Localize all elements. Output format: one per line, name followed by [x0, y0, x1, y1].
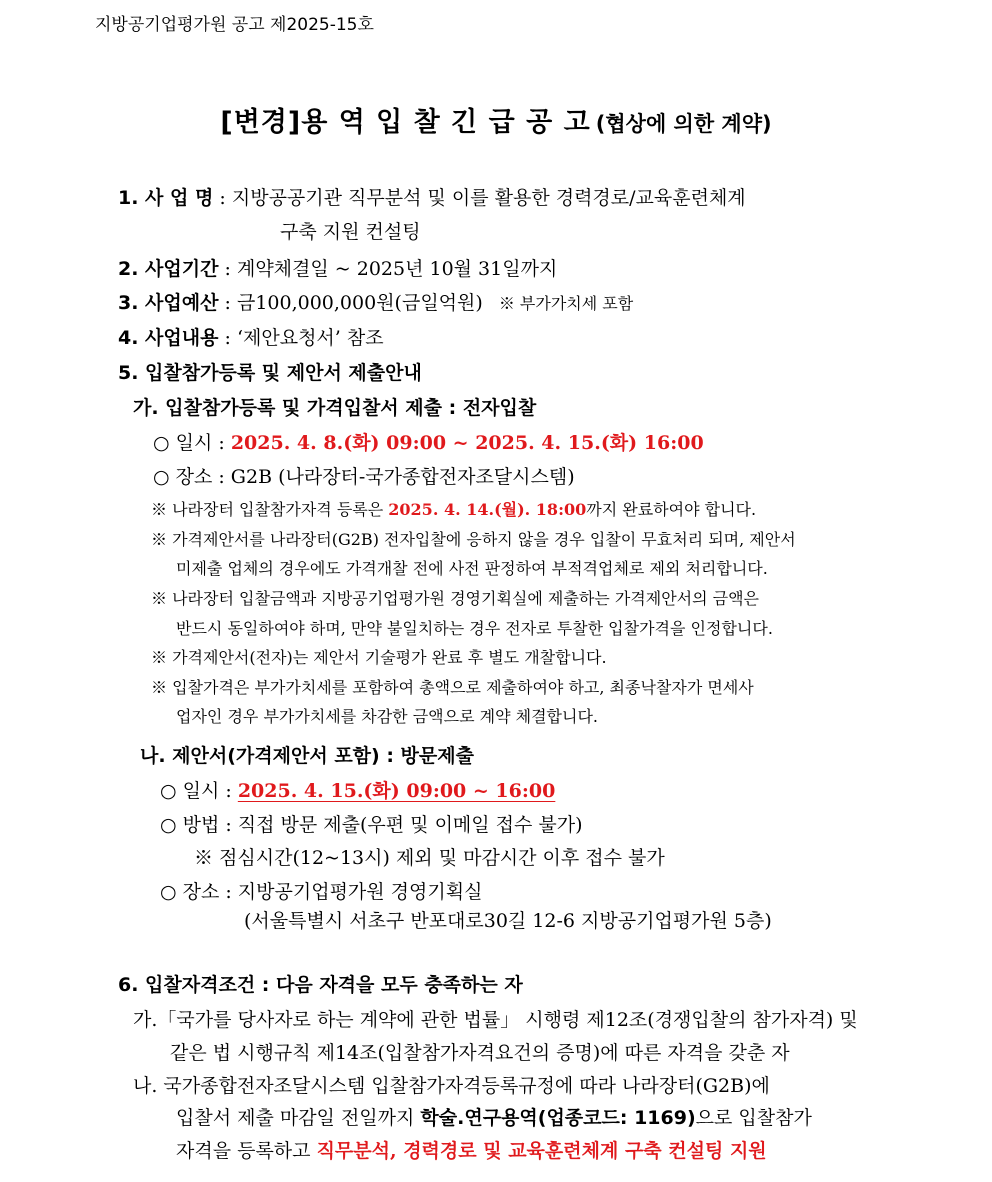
section-3-label: 3. 사업예산 [118, 292, 219, 314]
section-1-label: 1. 사 업 명 [118, 187, 214, 209]
na-date-prefix: ○ 일시 : [160, 780, 238, 802]
s6-na-line-2-pre: 입찰서 제출 마감일 전일까지 [176, 1107, 421, 1129]
section-2 [118, 254, 557, 281]
section-5-na-label: 나. 제안서(가격제안서 포함) : 방문제출 [140, 745, 474, 767]
na-date-value: 2025. 4. 15.(화) 09:00 ~ 16:00 [237, 780, 556, 802]
ga-note-1-pre: ※ 나라장터 입찰참가자격 등록은 [151, 500, 389, 519]
section-6-label: 6. 입찰자격조건 : 다음 자격을 모두 충족하는 자 [118, 974, 523, 996]
notice-number: 지방공기업평가원 공고 제2025-15호 [95, 15, 374, 35]
ga-place: ○ 장소 : G2B (나라장터-국가종합전자조달시스템) [153, 466, 575, 488]
ga-note-5-line-2: 업자인 경우 부가가치세를 차감한 금액으로 계약 체결합니다. [176, 707, 599, 726]
s6-ga-line-1: 가.「국가를 당사자로 하는 계약에 관한 법률」 시행령 제12조(경쟁입찰의 참가자격) 및 [133, 1009, 858, 1031]
section-2-label: 2. 사업기간 [118, 258, 219, 280]
section-5-label: 5. 입찰참가등록 및 제안서 제출안내 [118, 362, 422, 384]
ga-note-2-line-2: 미제출 업체의 경우에도 가격개찰 전에 사전 판정하여 부적격업체로 제외 처리합니다. [176, 559, 768, 578]
section-2-value: : 계약체결일 ~ 2025년 10월 31일까지 [224, 258, 558, 280]
section-3 [118, 288, 633, 315]
na-date [160, 776, 555, 803]
section-1-colon: : [219, 187, 226, 209]
section-1-value: 지방공공기관 직무분석 및 이를 활용한 경력경로/교육훈련체계 [231, 187, 746, 209]
ga-note-5-line-1: ※ 입찰가격은 부가가치세를 포함하여 총액으로 제출하여야 하고, 최종낙찰자가 면세사 [151, 678, 754, 697]
ga-date-prefix: ○ 일시 : [153, 432, 231, 454]
section-3-note: ※ 부가가치세 포함 [498, 294, 634, 313]
s6-na-line-1: 나. 국가종합전자조달시스템 입찰참가자격등록규정에 따라 나라장터(G2B)에 [133, 1075, 770, 1097]
ga-note-3-line-1: ※ 나라장터 입찰금액과 지방공기업평가원 경영기획실에 제출하는 가격제안서의 금액은 [151, 589, 760, 608]
ga-note-1 [151, 497, 756, 520]
ga-note-2-line-1: ※ 가격제안서를 나라장터(G2B) 전자입찰에 응하지 않을 경우 입찰이 무효처리 되며, 제안서 [151, 530, 796, 549]
s6-na-line-3 [176, 1136, 767, 1163]
na-place: ○ 장소 : 지방공기업평가원 경영기획실 [160, 881, 483, 903]
title-main: [변경]용 역 입 찰 긴 급 공 고 [220, 107, 591, 138]
s6-na-line-2-post: 으로 입찰참가 [695, 1107, 812, 1129]
s6-ga-line-2: 같은 법 시행규칙 제14조(입찰참가자격요건의 증명)에 따른 자격을 갖춘 자 [170, 1042, 790, 1064]
s6-na-line-3-red: 직무분석, 경력경로 및 교육훈련체계 구축 컨설팅 지원 [316, 1140, 767, 1162]
ga-date-value: 2025. 4. 8.(화) 09:00 ~ 2025. 4. 15.(화) 16:00 [230, 432, 704, 454]
ga-date [153, 428, 704, 455]
ga-note-3-line-2: 반드시 동일하여야 하며, 만약 불일치하는 경우 전자로 투찰한 입찰가격을 인정합니다. [176, 619, 773, 638]
title-sub: (협상에 의한 계약) [595, 112, 772, 136]
section-4 [118, 323, 384, 350]
na-method-note: ※ 점심시간(12~13시) 제외 및 마감시간 이후 접수 불가 [194, 847, 665, 869]
section-4-label: 4. 사업내용 [118, 327, 219, 349]
s6-na-line-3-pre: 자격을 등록하고 [176, 1140, 317, 1162]
s6-na-line-2 [176, 1103, 812, 1130]
na-address: (서울특별시 서초구 반포대로30길 12-6 지방공기업평가원 5층) [244, 910, 772, 932]
section-3-value: : 금100,000,000원(금일억원) [224, 292, 483, 314]
section-4-value: : ‘제안요청서’ 참조 [224, 327, 384, 349]
section-1 [118, 183, 746, 210]
ga-note-1-date: 2025. 4. 14.(월). 18:00 [388, 500, 587, 519]
ga-note-1-post: 까지 완료하여야 합니다. [586, 500, 757, 519]
page-title [0, 100, 992, 139]
s6-na-line-2-bold: 학술.연구용역(업종코드: 1169) [420, 1107, 696, 1129]
section-5-ga-label: 가. 입찰참가등록 및 가격입찰서 제출 : 전자입찰 [133, 397, 537, 419]
ga-note-4: ※ 가격제안서(전자)는 제안서 기술평가 완료 후 별도 개찰합니다. [151, 648, 607, 667]
na-method: ○ 방법 : 직접 방문 제출(우편 및 이메일 접수 불가) [160, 814, 583, 836]
section-1-value-cont: 구축 지원 컨설팅 [280, 221, 421, 243]
